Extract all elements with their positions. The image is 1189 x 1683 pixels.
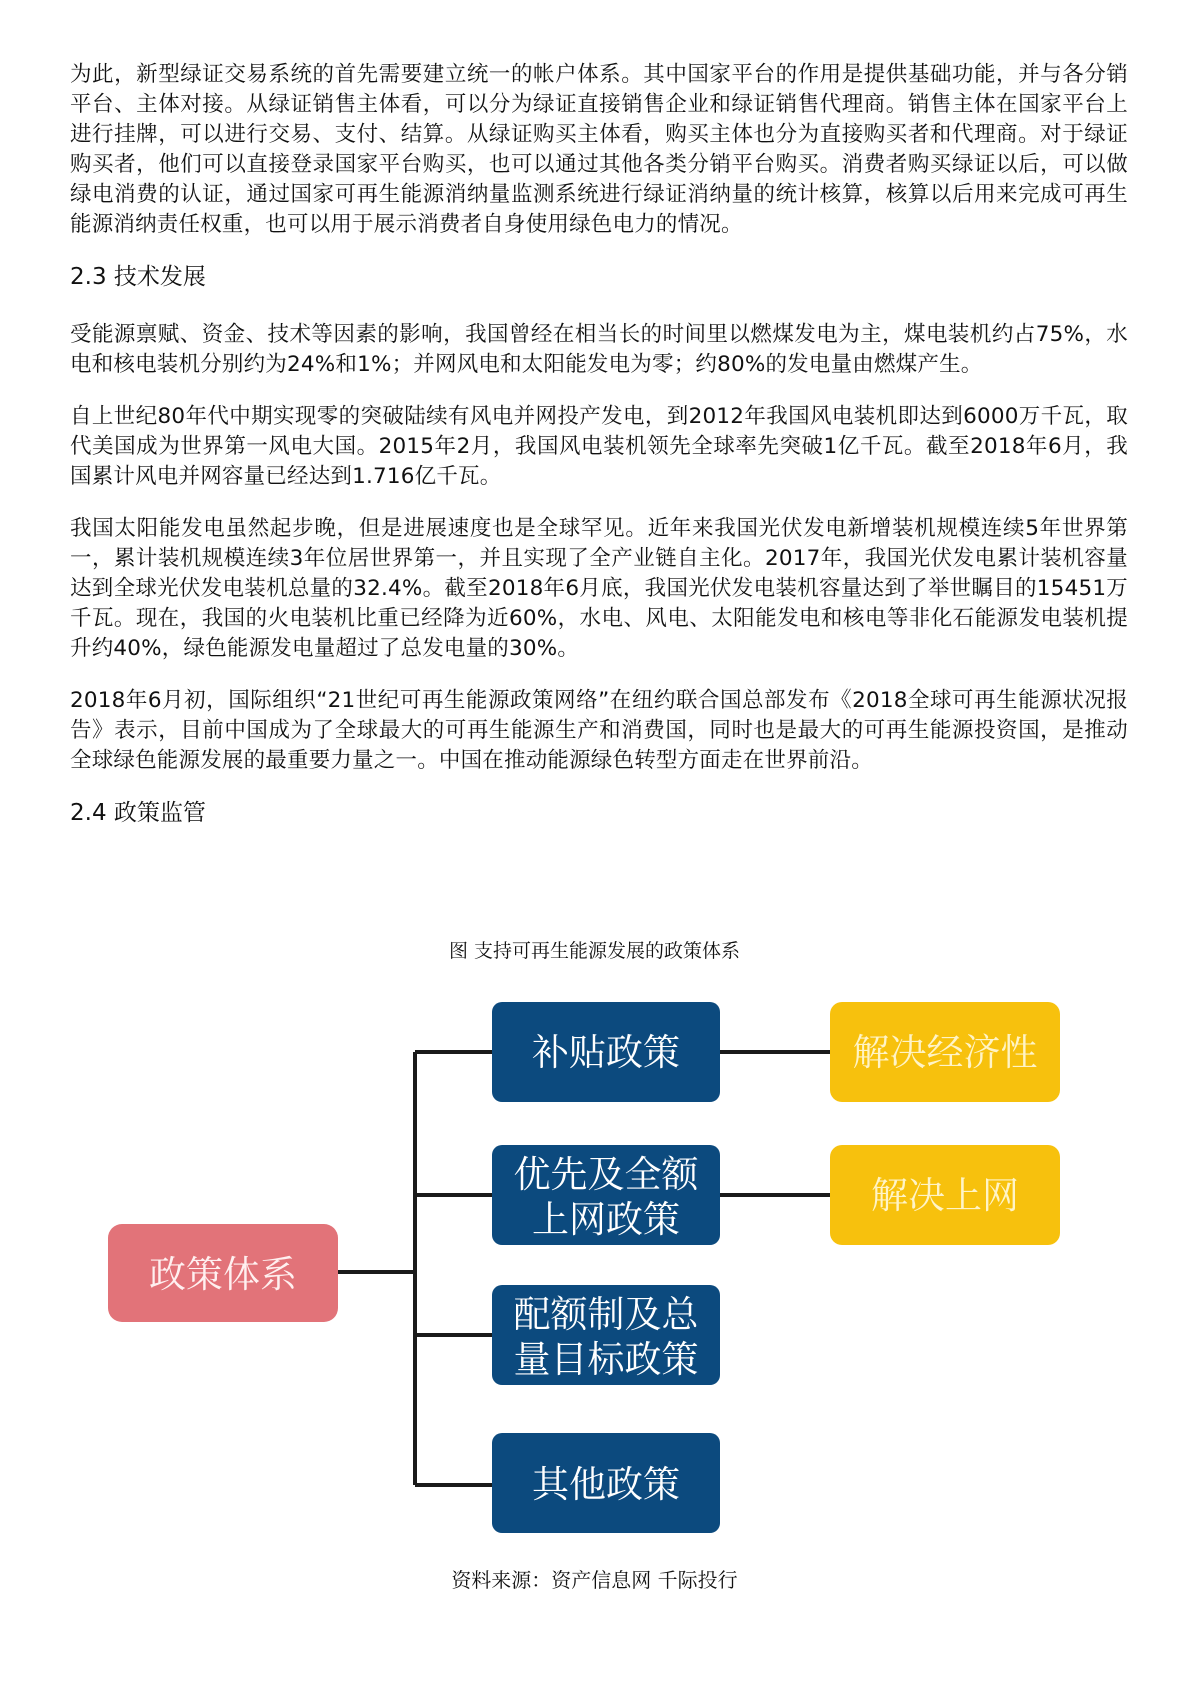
branch-node-priority-grid (492, 1145, 720, 1245)
branch-node-quota-target (492, 1285, 720, 1385)
result-node-grid-access (830, 1145, 1060, 1245)
branch-node-subsidy-label: 补贴政策 (532, 1031, 680, 1074)
branch-node-quota-target-line1: 配额制及总 (513, 1293, 699, 1336)
branch-node-other-label: 其他政策 (532, 1463, 680, 1506)
branch-node-priority-grid-line2: 上网政策 (532, 1198, 680, 1241)
branch-node-other (492, 1433, 720, 1533)
paragraph-energy-endowment: 受能源禀赋、资金、技术等因素的影响，我国曾经在相当长的时间里以燃煤发电为主，煤电装机约占75%，水电和核电装机分别约为24%和1%；并网风电和太阳能发电为零；约80%的发电量由燃煤产生。 (70, 322, 1128, 377)
document-body (70, 60, 1128, 856)
paragraph-green-cert-system: 为此，新型绿证交易系统的首先需要建立统一的帐户体系。其中国家平台的作用是提供基础功能，并与各分销平台、主体对接。从绿证销售主体看，可以分为绿证直接销售企业和绿证销售代理商。销售主体在国家平台上进行挂牌，可以进行交易、支付、结算。从绿证购买主体看，购买主体也分为直接购买者和代理商。对于绿证购买者，他们可以直接登录国家平台购买，也可以通过其他各类分销平台购买。消费者购买绿证以后，可以做绿电消费的认证，通过国家可再生能源消纳量监测系统进行绿证消纳量的统计核算，核算以后用来完成可再生能源消纳责任权重，也可以用于展示消费者自身使用绿色电力的情况。 (70, 62, 1128, 237)
paragraph-wind-power: 自上世纪80年代中期实现零的突破陆续有风电并网投产发电，到2012年我国风电装机即达到6000万千瓦，取代美国成为世界第一风电大国。2015年2月，我国风电装机领先全球率先突破1亿千瓦。截至2018年6月，我国累计风电并网容量已经达到1.716亿千瓦。 (70, 404, 1128, 489)
result-node-economics-label: 解决经济性 (852, 1031, 1038, 1074)
section-heading-2-3: 2.3 技术发展 (70, 264, 206, 290)
root-node-policy-system (108, 1224, 338, 1322)
branch-node-quota-target-line2: 量目标政策 (513, 1338, 699, 1381)
paragraph-ren21-report: 2018年6月初，国际组织“21世纪可再生能源政策网络”在纽约联合国总部发布《2018全球可再生能源状况报告》表示，目前中国成为了全球最大的可再生能源生产和消费国，同时也是最大的可再生能源投资国，是推动全球绿色能源发展的最重要力量之一。中国在推动能源绿色转型方面走在世界前沿。 (70, 688, 1128, 773)
result-node-grid-access-label: 解决上网 (871, 1174, 1019, 1217)
root-node-label: 政策体系 (149, 1253, 297, 1296)
figure-title: 图 支持可再生能源发展的政策体系 (448, 940, 741, 962)
figure-source: 资料来源：资产信息网 千际投行 (451, 1568, 738, 1592)
result-node-economics (830, 1002, 1060, 1102)
section-heading-2-4: 2.4 政策监管 (70, 800, 206, 826)
diagram-connectors (338, 1052, 830, 1485)
branch-node-subsidy (492, 1002, 720, 1102)
policy-system-diagram (0, 990, 1189, 1550)
branch-node-priority-grid-line1: 优先及全额 (513, 1153, 699, 1196)
paragraph-solar-power: 我国太阳能发电虽然起步晚，但是进展速度也是全球罕见。近年来我国光伏发电新增装机规模连续5年世界第一，累计装机规模连续3年位居世界第一，并且实现了全产业链自主化。2017年，我国光伏发电累计装机容量达到全球光伏发电装机总量的32.4%。截至2018年6月底，我国光伏发电装机容量达到了举世瞩目的15451万千瓦。现在，我国的火电装机比重已经降为近60%，水电、风电、太阳能发电和核电等非化石能源发电装机提升约40%，绿色能源发电量超过了总发电量的30%。 (70, 516, 1128, 661)
